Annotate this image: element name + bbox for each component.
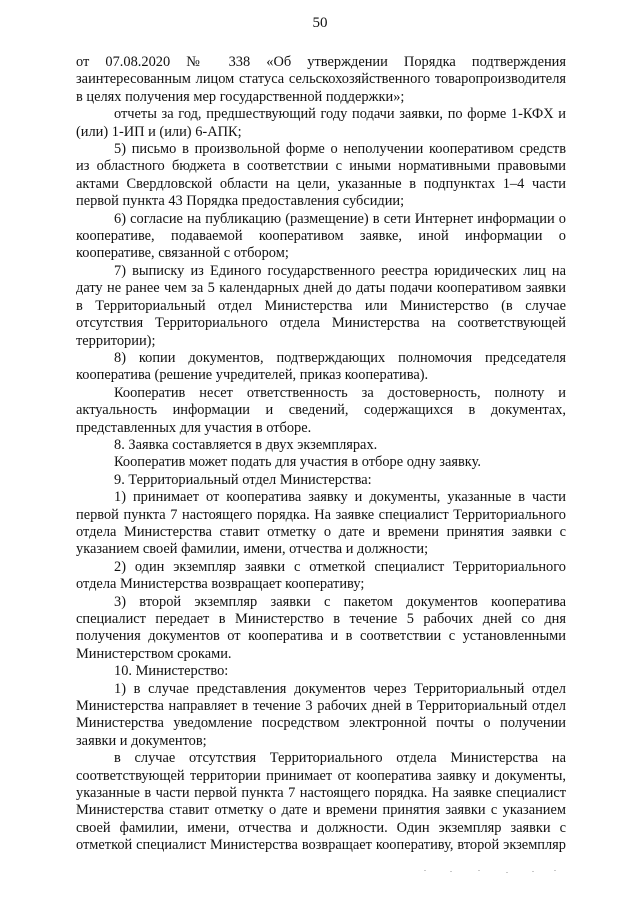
paragraph-item-8-authority-docs: 8) копии документов, подтверждающих полномочия председателя кооператива (решение учредителей, приказ кооператива). bbox=[76, 349, 566, 384]
paragraph-point-9-item-3: 3) второй экземпляр заявки с пакетом документов кооператива специалист передает в Министерство в течение 5 рабочих дней со дня получения документов от кооператива и в соответствии с установленными Министерством сроками. bbox=[76, 593, 566, 662]
scan-artifact bbox=[420, 867, 560, 875]
paragraph-item-5-letter: 5) письмо в произвольной форме о неполучении кооперативом средств из областного бюджета в соответствии с иными нормативными правовыми актами Свердловской области на цели, указанные в подпунктах 1–4 части первой пункта 43 Порядка предоставления субсидии; bbox=[76, 141, 566, 210]
paragraph-one-application: Кооператив может подать для участия в отборе одну заявку. bbox=[114, 454, 481, 471]
paragraph-continuation-order-338: от 07.08.2020 № 338 «Об утверждении Порядка подтверждения заинтересованным лицом статуса сельскохозяйственного товаропроизводителя в целях получения мер государственной поддержки»; bbox=[76, 54, 566, 105]
paragraph-item-7-registry-extract: 7) выписку из Единого государственного реестра юридических лиц на дату не ранее чем за 5 календарных дней до даты подачи кооперативом заявки в Территориальный отдел Министерства или Министерство (в случае отсутствия Территориального отдела Министерства на соответствующей территории); bbox=[76, 262, 566, 349]
page-number: 50 bbox=[312, 15, 328, 31]
paragraph-annual-reports: отчеты за год, предшествующий году подачи заявки, по форме 1-КФХ и (или) 1-ИП и (или) 6-АПК; bbox=[76, 106, 566, 140]
document-body bbox=[76, 54, 566, 855]
paragraph-item-6-consent: 6) согласие на публикацию (размещение) в сети Интернет информации о кооперативе, подаваемой кооперативом заявке, иной информации о кооперативе, связанной с отбором; bbox=[76, 210, 566, 262]
paragraph-point-9: 9. Территориальный отдел Министерства: bbox=[114, 471, 372, 488]
paragraph-point-10-no-department: в случае отсутствия Территориального отдела Министерства на соответствующей территории принимает от кооператива заявку и документы, указанные в части первой пункта 7 настоящего порядка. На заявке специалист Министерства ставит отметку о дате и времени принятия заявки с указанием своей фамилии, имени, отчества и должности. Один экземпляр заявки с отметкой специалист Министерства возвращает кооперативу, второй экземпляр bbox=[76, 750, 566, 854]
paragraph-cooperative-responsibility: Кооператив несет ответственность за достоверность, полноту и актуальность информации и сведений, содержащихся в документах, представленных для участия в отборе. bbox=[76, 384, 566, 436]
paragraph-point-9-item-2: 2) один экземпляр заявки с отметкой специалист Территориального отдела Министерства возвращает кооперативу; bbox=[76, 558, 566, 593]
paragraph-point-9-item-1: 1) принимает от кооператива заявку и документы, указанные в части первой пункта 7 настоящего порядка. На заявке специалист Территориального отдела Министерства ставит отметку о дате и времени принятия заявки с указанием своей фамилии, имени, отчества и должности; bbox=[76, 489, 566, 558]
paragraph-point-8: 8. Заявка составляется в двух экземплярах. bbox=[114, 436, 378, 453]
paragraph-point-10-item-1: 1) в случае представления документов через Территориальный отдел Министерства направляет в течение 3 рабочих дней в Территориальный отдел Министерства уведомление посредством электронной почты о получении заявки и документов; bbox=[76, 680, 566, 749]
paragraph-point-10: 10. Министерство: bbox=[114, 663, 229, 680]
